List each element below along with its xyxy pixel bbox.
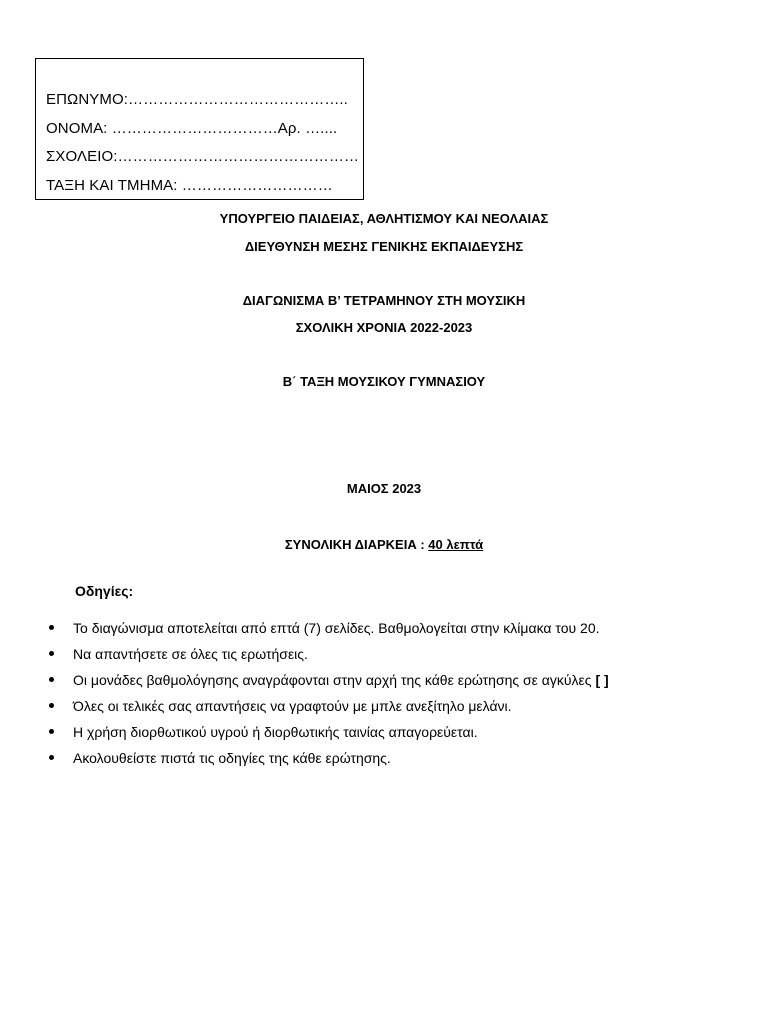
bullet-icon — [49, 729, 54, 734]
list-item — [0, 672, 768, 698]
directorate-heading: ΔΙΕΥΘΥΝΣΗ ΜΕΣΗΣ ΓΕΝΙΚΗΣ ΕΚΠΑΙΔΕΥΣΗΣ — [244, 239, 524, 254]
bullet-icon — [49, 677, 54, 682]
instructions-list — [0, 620, 768, 776]
bullet-icon — [49, 703, 54, 708]
school-field[interactable]: ΣΧΟΛΕΙΟ:………………………………………… — [46, 148, 360, 165]
list-item — [0, 698, 768, 724]
bullet-icon — [49, 651, 54, 656]
student-info-box — [35, 58, 364, 200]
name-field[interactable]: ΟΝΟΜΑ: ……………………………Αρ. ….... — [46, 120, 338, 137]
class-section-field[interactable]: ΤΑΞΗ ΚΑΙ ΤΜΗΜΑ: ………………………… — [46, 177, 333, 194]
duration-label: ΣΥΝΟΛΙΚΗ ΔΙΑΡΚΕΙΑ : — [284, 537, 429, 552]
grade-heading: Β΄ ΤΑΞΗ ΜΟΥΣΙΚΟΥ ΓΥΜΝΑΣΙΟΥ — [282, 374, 486, 389]
duration-value: 40 λεπτά — [428, 537, 484, 552]
list-item — [0, 646, 768, 672]
instructions-title: Οδηγίες: — [75, 583, 134, 599]
list-item-text-group — [73, 672, 609, 688]
bullet-icon — [49, 625, 54, 630]
list-item-text: Η χρήση διορθωτικού υγρού ή διορθωτικής ταινίας απαγορεύεται. — [73, 724, 478, 740]
list-item — [0, 724, 768, 750]
exam-title: ΔΙΑΓΩΝΙΣΜΑ Β’ ΤΕΤΡΑΜΗΝΟΥ ΣΤΗ ΜΟΥΣΙΚΗ — [242, 293, 526, 308]
bullet-icon — [49, 755, 54, 760]
list-item — [0, 620, 768, 646]
bracket-mark: [ ] — [595, 672, 609, 688]
list-item-text: Ακολουθείστε πιστά τις οδηγίες της κάθε ερώτησης. — [73, 750, 391, 766]
list-item-text: Να απαντήσετε σε όλες τις ερωτήσεις. — [73, 646, 308, 662]
exam-date: ΜΑΙΟΣ 2023 — [346, 481, 422, 496]
list-item-text: Όλες οι τελικές σας απαντήσεις να γραφτούν με μπλε ανεξίτηλο μελάνι. — [73, 698, 512, 714]
list-item-text: Οι μονάδες βαθμολόγησης αναγράφονται στην αρχή της κάθε ερώτησης σε αγκύλες — [73, 672, 596, 688]
school-year: ΣΧΟΛΙΚΗ ΧΡΟΝΙΑ 2022-2023 — [295, 320, 473, 335]
ministry-heading: ΥΠΟΥΡΓΕΙΟ ΠΑΙΔΕΙΑΣ, ΑΘΛΗΤΙΣΜΟΥ ΚΑΙ ΝΕΟΛΑΙΑΣ — [219, 211, 549, 226]
list-item — [0, 750, 768, 776]
list-item-text: Το διαγώνισμα αποτελείται από επτά (7) σελίδες. Βαθμολογείται στην κλίμακα του 20. — [73, 620, 600, 636]
duration-line — [0, 537, 768, 552]
surname-field[interactable]: ΕΠΩΝΥΜΟ:…………………………………….. — [46, 91, 348, 108]
